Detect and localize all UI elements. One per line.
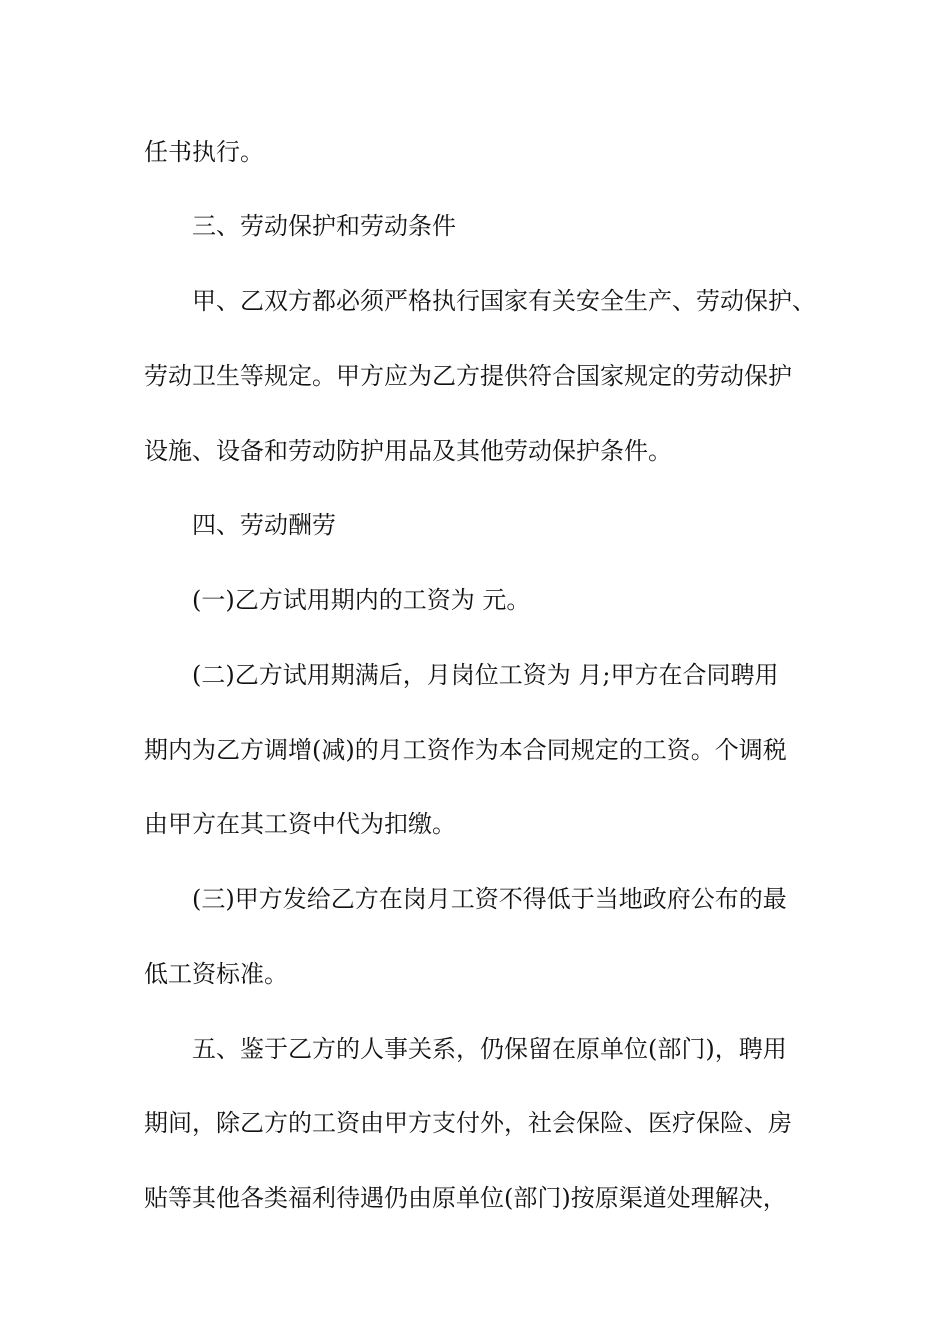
section-five-paragraph: 五、鉴于乙方的人事关系，仍保留在原单位(部门)，聘用	[192, 1035, 787, 1063]
text-line: 贴等其他各类福利待遇仍由原单位(部门)按原渠道处理解决，	[144, 1184, 787, 1212]
text-line: 劳动卫生等规定。甲方应为乙方提供符合国家规定的劳动保护	[144, 362, 792, 390]
text-line: 由甲方在其工资中代为扣缴。	[144, 810, 456, 838]
text-line: (三)甲方发给乙方在岗月工资不得低于当地政府公布的最	[192, 885, 787, 913]
text-line: 期内为乙方调增(减)的月工资作为本合同规定的工资。个调税	[144, 736, 787, 764]
text-line: 低工资标准。	[144, 960, 288, 988]
text-line: 期间，除乙方的工资由甲方支付外，社会保险、医疗保险、房	[144, 1109, 792, 1137]
section-heading-labor-protection: 三、劳动保护和劳动条件	[192, 212, 456, 240]
text-line: (一)乙方试用期内的工资为 元。	[192, 586, 531, 614]
text-line: (二)乙方试用期满后，月岗位工资为 月;甲方在合同聘用	[192, 661, 779, 689]
text-line: 任书执行。	[144, 138, 264, 166]
text-line: 甲、乙双方都必须严格执行国家有关安全生产、劳动保护、	[192, 287, 816, 315]
text-line: 设施、设备和劳动防护用品及其他劳动保护条件。	[144, 437, 672, 465]
section-heading-remuneration: 四、劳动酬劳	[192, 511, 336, 539]
